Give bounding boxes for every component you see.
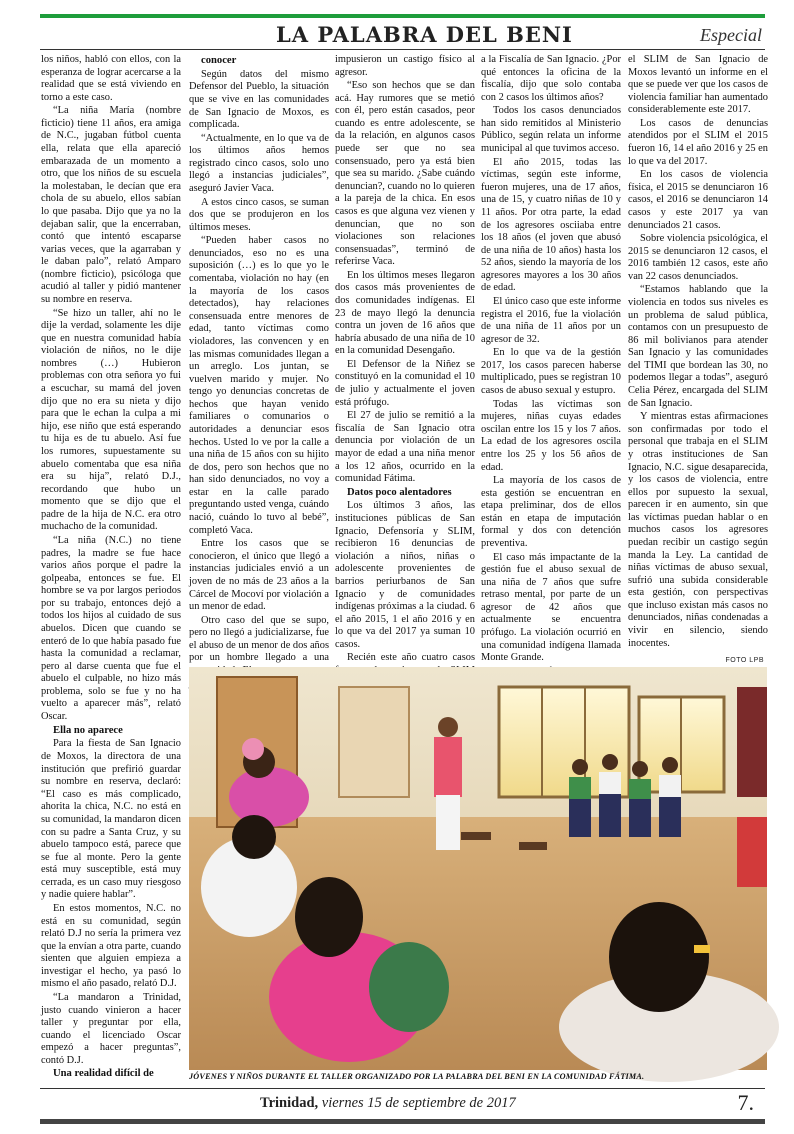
footer-rule — [40, 1088, 765, 1089]
masthead: LA PALABRA DEL BENI — [276, 22, 573, 47]
paragraph: el SLIM de San Ignacio de Moxos levantó un informe en el que se puede ver que los casos de violencia familiar han aumentado considerablemente este 2017. — [628, 54, 768, 116]
paragraph: El único caso que este informe registra el 2016, fue la violación de una niña de 11 años por un agresor de 32. — [481, 295, 621, 345]
header-rule — [40, 49, 765, 50]
footer-city: Trinidad, — [260, 1095, 319, 1111]
paragraph: “La mandaron a Trinidad, justo cuando vinieron a hacer taller y preguntar por ella, cuando el licenciado Oscar empezó a hacer preguntas”, contó D.J. — [41, 992, 181, 1066]
footer-dateline — [260, 1095, 516, 1112]
paragraph: Recién este año cuatro casos — [347, 652, 475, 664]
paragraph: En estos momentos, N.C. no está en su comunidad, según relató D.J no sería la primera vez que la envían a otra parte, cuando sienten que alguien empieza a investigar el hecho, ya pasó lo mismo el año pasado, relató D.J. — [41, 902, 181, 990]
article-column-5 — [628, 54, 768, 664]
paragraph: Para la fiesta de San Ignacio de Moxos, la directora de una institución que prefirió guardar su nombre en reserva, declaró: “El caso es más complicado, ahorita la chica, N.C. no está en su comunidad, la mandaron dicen con su padre a Santa Cruz, y su abuelo tampoco está, parece que se fue al monte. Pero la gente está muy susceptible, está muy cerrada, es un caso muy riesgoso y nadie quiere hablar”. — [41, 738, 181, 901]
article-column-3 — [335, 54, 475, 664]
paragraph: “Eso son hechos que se dan acá. Hay rumores que se metió con él, pero están casados, peor cuando es entre adolescente, se da la relación, en algunos casos puede ser que no sea consensuado, pero ya está bien que sea su marido. ¿Sabe cuándo denuncian?, cuando no lo quieren a la pareja de la chica. En esos casos es que alguna vez vienen y denuncian, que no son violaciones son relaciones consensuadas”, terminó de referirse Vaca. — [335, 80, 475, 268]
paragraph: El Defensor de la Niñez se constituyó en la comunidad el 10 de julio y actualmente el joven está prófugo. — [335, 358, 475, 408]
paragraph: Según datos del mismo Defensor del Pueblo, la situación que se vive en las comunidades de San Ignacio de Moxos, es complicada. — [189, 68, 329, 131]
paragraph: A estos cinco casos, se suman dos que se produjeron en los últimos meses. — [189, 196, 329, 233]
paragraph: “Estamos hablando que la violencia en todos sus niveles es un problema de salud pública, contamos con un presupuesto de 86 mil bolivianos para atender San Ignacio y las comunidades del TIMI que bordean las 30, no podemos llegar a todas”, aseguró Celia Pérez, encargada del SLIM de San Ignacio. — [628, 284, 768, 409]
article-column-4 — [481, 54, 621, 664]
paragraph: Sobre violencia psicológica, el 2015 se denunciaron 12 casos, el 2016 también 12 casos, este año van 22 casos denunciados. — [628, 233, 768, 282]
paragraph: El caso más impactante de la gestión fue el abuso sexual de una niña de 7 años que sufre retraso mental, por parte de un agresor de 42 años que actualmente se encuentra prófugo. La violación ocurrió en una comunidad indígena llamada Monte Grande. — [481, 551, 621, 664]
paragraph: a la Fiscalía de San Ignacio. ¿Por qué entonces la oficina de la fiscalía, dijo que solo contaba con 2 casos los últimos años? — [481, 54, 621, 103]
bottom-rule — [40, 1119, 765, 1124]
article-column-1 — [41, 54, 181, 1084]
paragraph: los niños, habló con ellos, con la esperanza de lograr acercarse a la realidad que se está viviendo en torno a este caso. — [41, 54, 181, 103]
paragraph: “Pueden haber casos no denunciados, eso no es una suposición (…) es lo que yo le comentaba, violación no hay (en la mayoría de los casos detectados), hay relaciones consensuada entre menores de edad, tanto víctimas como violadores, las convencen y en las mismas comunidades llegan a un arreglo. Los juntan, se vuelven marido y mujer. No tengo yo denuncias concretas de hechos que hayan venido familiares o comunarios o autoridades a denunciar esos hechos. Usted lo ve por la calle a una niña de 15 años con su hijito de dos, pero son hechos que no han sido denunciados, no voy a estar en la calle parado preguntando usted venga, cuándo nació, cuándo lo tuvo al bebé”, completó Vaca. — [189, 235, 329, 536]
photo-caption: JÓVENES Y NIÑOS DURANTE EL TALLER ORGANIZADO POR LA PALABRA DEL BENI EN LA COMUNIDAD FÁTIMA. — [189, 1072, 645, 1081]
subheading: Una realidad difícil de — [53, 1068, 154, 1080]
top-green-rule — [40, 14, 765, 18]
paragraph: En lo que va de la gestión 2017, los casos parecen haberse multiplicado, pues se registran 10 casos de abuso sexual y estupro. — [481, 347, 621, 397]
paragraph: Entre los casos que se conocieron, el único que llegó a instancias judiciales envió a un joven de no más de 23 años a la Cárcel de Mocoví por violación a un menor de edad. — [189, 538, 329, 613]
subheading: Datos poco alentadores — [347, 486, 452, 498]
paragraph: En los casos de violencia física, el 2015 se denunciaron 16 casos, el 2016 se denunciaron 14 casos y este 2017 ya van denunciados 21 casos. — [628, 169, 768, 231]
workshop-photo — [189, 667, 767, 1070]
footer-date: viernes 15 de septiembre de 2017 — [318, 1095, 516, 1111]
article-column-2 — [189, 54, 329, 664]
paragraph: Los casos de denuncias atendidos por el SLIM el 2015 fueron 16, 14 el año 2016 y 25 en lo que va del 2017. — [628, 117, 768, 167]
paragraph: “Actualmente, en lo que va de los últimos años hemos registrado cinco casos, solo uno llegó a instancias judiciales”, aseguró Javier Vaca. — [189, 132, 329, 195]
photo-credit: FOTO LPB — [725, 657, 764, 664]
paragraph: “Se hizo un taller, ahí no le dije la verdad, solamente les dije que en nuestra comunidad había violación de niños, no le dije nombres (…) Hubieron problemas con otra señora yo fui a escuchar, su mamá del joven dijo que no era su nieta y dijo para que le echan la culpa a mi hijo, ese niño que está esperando tu hija es de tu abuelo. Así fue los rumores, supuestamente su abuelo comentaba que esa niña era su hija”, relató D.J., recordando que hubo un momento que se dijo que el padre de la hija de N.C. era otro muchacho de la comunidad. — [41, 307, 181, 533]
subheading: Ella no aparece — [53, 724, 123, 736]
paragraph: Todos los casos denunciados han sido remitidos al Ministerio Público, según relata un informe municipal al que tuvimos acceso. — [481, 105, 621, 155]
paragraph: “La niña María (nombre ficticio) tiene 11 años, era amiga de N.C., jugaban fútbol cuenta ella, relata que ella apareció embarazada de un momento a otro, que los niños de su escuela la molestaban, le decían que era chola de su abuelo, ellos sabían lo que pasaba. Dijo que ya no la dejaban salir, que la encerraban, contó que intentó escaparse varias veces, que la agarraban y le daban palo”, relató Amparo (nombre ficticio), psicóloga que acudió al taller y pidió mantener su nombre en reserva. — [41, 105, 181, 305]
paragraph: Todas las víctimas son mujeres, niñas cuyas edades oscilan entre los 15 y los 7 años. La edad de los agresores oscila entre los 25 y los 56 años de edad. — [481, 398, 621, 473]
paragraph: Los últimos 3 años, las instituciones públicas de San Ignacio, Defensoría y SLIM, recibieron 16 denuncias de violación a niños, niñas o adolescente provenientes de barrios periurbanos de San Ignacio y de comunidades indígenas próximas a la ciudad. 6 el año 2015, 1 el año 2016 y en lo que va del 2017 ya suman 10 casos. — [335, 500, 475, 650]
paragraph: El 27 de julio se remitió a la fiscalía de San Ignacio otra denuncia por violación de un mayor de edad a una niña menor a los 12 años, ocurrido en la comunidad Fátima. — [335, 410, 475, 485]
subheading: conocer — [201, 55, 237, 66]
paragraph: La mayoría de los casos de esta gestión se encuentran en etapa preliminar, dos de ellos están en etapa de imputación formal y dos con detención preventiva. — [481, 475, 621, 549]
paragraph: Otro caso del que se supo, pero no llegó a judicializarse, fue el abuso de un menor de dos años por un hombre llegado a una — [189, 614, 329, 664]
paragraph: “La niña (N.C.) no tiene padres, la madre se fue hace varios años porque el padre la golpeaba, entonces se fue. El hombre se va por largos periodos por su trabajo, entonces dejó a todos los hijos al cuidado de sus abuelos. Dicen que cuando se enteró de lo que había pasado fue hasta la comunidad a reclamar, pero al darse cuenta que fue el abuelo el culpable, no hizo más problema, solo se fue y no ha vuelto a aparecer más”, relató Oscar. — [41, 534, 181, 723]
section-label: Especial — [700, 25, 762, 45]
paragraph: impusieron un castigo físico al agresor. — [335, 54, 475, 78]
paragraph: En los últimos meses llegaron dos casos más provenientes de dos comunidades indígenas. El 23 de mayo llegó la denuncia contra un joven de 16 años que habría abusado de una niña de 10 en la comunidad Desengaño. — [335, 269, 475, 357]
paragraph: El año 2015, todas las víctimas, según este informe, fueron mujeres, una de 17 años, una de 15, y cuatro niñas de 10 y 11 años. Por otra parte, la edad de los agresores osciiaba entre los 18 años (el joven que abusó de una niña de 10 años) hasta los 52 años, siendo la mayoría de los agresores mayores a los 30 años de edad. — [481, 156, 621, 294]
paragraph: Y mientras estas afirmaciones son confirmadas por todo el personal que trabaja en el SLIM y otras instituciones de San Ignacio, N.C. sigue desaparecida, y los casos de violencia, entre ellos por supuesto la sexual, parecen ir en aumento, sin que las víctimas puedan hablar o en muchos casos los agresores puedan recibir un castigo según manda la Ley. La cantidad de niñas víctimas de abuso sexual, sufrió una subida considerable esta gestión, con perspectivas que incluso existan más casos no denunciados, niñas condenadas a vivir en silencio, siendo inocentes. — [628, 411, 768, 649]
page-number: 7. — [737, 1090, 754, 1115]
